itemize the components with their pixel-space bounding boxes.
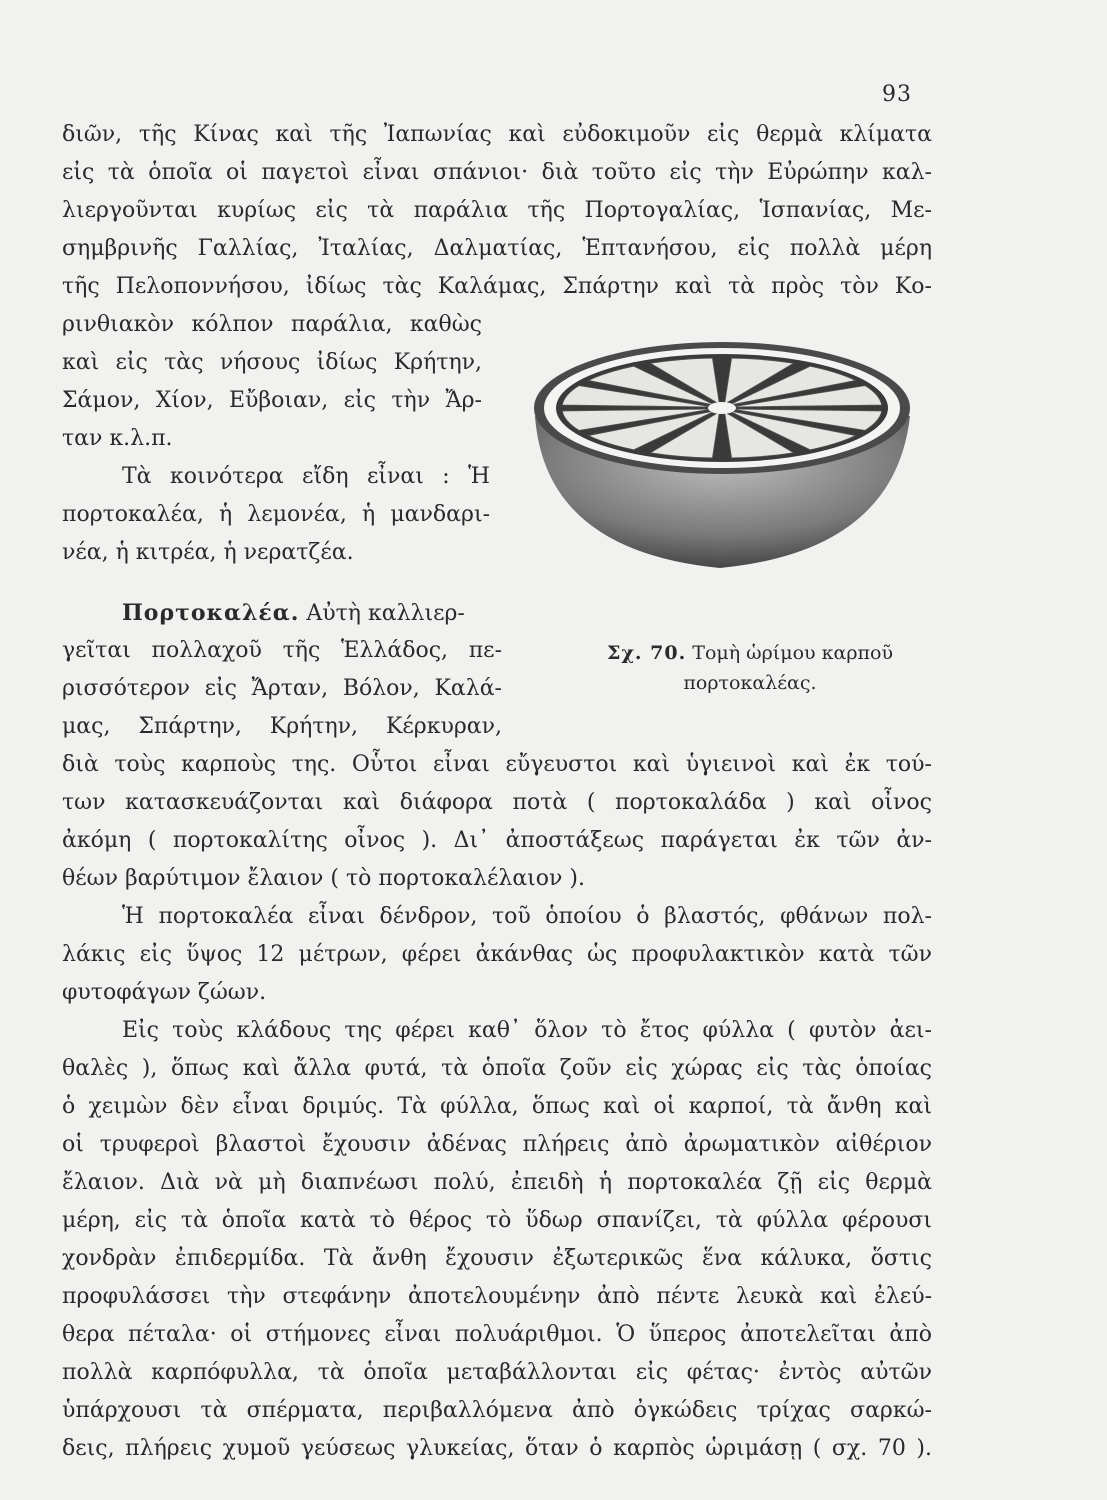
text-line: θέων βαρύτιμον ἔλαιον ( τὸ πορτοκαλέλαιον ). (62, 866, 585, 891)
text-line: Σάμον, Χίον, Εὔβοιαν, εἰς τὴν Ἄρ- (62, 388, 482, 413)
text-line: εἰς τὰ ὁποῖα οἱ παγετοὶ εἶναι σπάνιοι· διὰ τοῦτο εἰς τὴν Εὐρώπην καλ- (62, 160, 932, 185)
text-line: νέα, ἡ κιτρέα, ἡ νερατζέα. (62, 540, 354, 565)
text-line: καὶ εἰς τὰς νήσους ἰδίως Κρήτην, (62, 350, 482, 375)
figure-caption-line1 (540, 638, 960, 668)
text-line: χονδρὰν ἐπιδερμίδα. Τὰ ἄνθη ἔχουσιν ἐξωτερικῶς ἕνα κάλυκα, ὅστις (62, 1246, 932, 1271)
section-heading: Πορτοκαλέα. (122, 600, 300, 626)
text-line: πορτοκαλέα, ἡ λεμονέα, ἡ μανδαρι- (62, 502, 490, 527)
text-line: γεῖται πολλαχοῦ τῆς Ἑλλάδος, πε- (62, 638, 502, 663)
text-line: μας, Σπάρτην, Κρήτην, Κέρκυραν, (62, 714, 502, 739)
figure-caption-text: Τομὴ ὡρίμου καρποῦ (692, 642, 893, 664)
text-line: ἀκόμη ( πορτοκαλίτης οἶνος ). Δι᾿ ἀποστάξεως παράγεται ἐκ τῶν ἀν- (62, 828, 932, 853)
text-line: πολλὰ καρπόφυλλα, τὰ ὁποῖα μεταβάλλονται εἰς φέτας· ἐντὸς αὐτῶν (62, 1360, 932, 1385)
text-line: των κατασκευάζονται καὶ διάφορα ποτὰ ( πορτοκαλάδα ) καὶ οἶνος (62, 790, 932, 815)
section-heading-line (122, 598, 465, 629)
figure-label: Σχ. 70. (607, 642, 687, 664)
orange-core (708, 402, 736, 414)
text-line: θαλὲς ), ὅπως καὶ ἄλλα φυτά, τὰ ὁποῖα ζοῦν εἰς χώρας εἰς τὰς ὁποίας (62, 1056, 932, 1081)
page-number: 93 (882, 82, 912, 107)
text-line: θερα πέταλα· οἱ στήμονες εἶναι πολυάριθμοι. Ὁ ὕπερος ἀποτελεῖται ἀπὸ (62, 1322, 932, 1347)
text-line: προφυλάσσει τὴν στεφάνην ἀποτελουμένην ἀπὸ πέντε λευκὰ καὶ ἐλεύ- (62, 1284, 932, 1309)
orange-cross-section-illustration (515, 336, 935, 576)
text-line: Εἰς τοὺς κλάδους της φέρει καθ᾿ ὅλον τὸ ἔτος φύλλα ( φυτὸν ἀει- (122, 1018, 932, 1043)
text-line: λάκις εἰς ὕψος 12 μέτρων, φέρει ἀκάνθας ὡς προφυλακτικὸν κατὰ τῶν (62, 942, 932, 967)
text-line: διὰ τοὺς καρποὺς της. Οὗτοι εἶναι εὔγευστοι καὶ ὑγιεινοὶ καὶ ἐκ τού- (62, 752, 932, 777)
text-line: ἔλαιον. Διὰ νὰ μὴ διαπνέωσι πολύ, ἐπειδὴ ἡ πορτοκαλέα ζῇ εἰς θερμὰ (62, 1170, 932, 1195)
text-line: ταν κ.λ.π. (62, 426, 173, 451)
text-line: οἱ τρυφεροὶ βλαστοὶ ἔχουσιν ἀδένας πλήρεις ἀπὸ ἀρωματικὸν αἰθέριον (62, 1132, 932, 1157)
text-line: Ἡ πορτοκαλέα εἶναι δένδρον, τοῦ ὁποίου ὁ βλαστός, φθάνων πολ- (122, 904, 932, 929)
text-line: ὁ χειμὼν δὲν εἶναι δριμύς. Τὰ φύλλα, ὅπως καὶ οἱ καρποί, τὰ ἄνθη καὶ (62, 1094, 932, 1119)
section-heading-continuation: Αὐτὴ καλλιερ- (306, 601, 465, 626)
text-line: λιεργοῦνται κυρίως εἰς τὰ παράλια τῆς Πορτογαλίας, Ἱσπανίας, Με- (62, 198, 932, 223)
text-line: μέρη, εἰς τὰ ὁποῖα κατὰ τὸ θέρος τὸ ὕδωρ σπανίζει, τὰ φύλλα φέρουσι (62, 1208, 932, 1233)
text-line: σημβρινῆς Γαλλίας, Ἰταλίας, Δαλματίας, Ἑπτανήσου, εἰς πολλὰ μέρη (62, 236, 932, 261)
text-line: Τὰ κοινότερα εἴδη εἶναι : Ἡ (122, 464, 490, 489)
text-line: δεις, πλήρεις χυμοῦ γεύσεως γλυκείας, ὅταν ὁ καρπὸς ὡριμάσῃ ( σχ. 70 ). (62, 1436, 932, 1461)
figure-caption-line2: πορτοκαλέας. (683, 672, 817, 694)
figure-caption (540, 638, 960, 698)
text-line: διῶν, τῆς Κίνας καὶ τῆς Ἰαπωνίας καὶ εὐδοκιμοῦν εἰς θερμὰ κλίματα (62, 122, 932, 147)
text-line: ρινθιακὸν κόλπον παράλια, καθὼς (62, 312, 482, 337)
text-line: φυτοφάγων ζώων. (62, 980, 267, 1005)
text-line: τῆς Πελοποννήσου, ἰδίως τὰς Καλάμας, Σπάρτην καὶ τὰ πρὸς τὸν Κο- (62, 274, 932, 299)
text-line: ρισσότερον εἰς Ἄρταν, Βόλον, Καλά- (62, 676, 502, 701)
text-line: ὑπάρχουσι τὰ σπέρματα, περιβαλλόμενα ἀπὸ ὀγκώδεις τρίχας σαρκώ- (62, 1398, 932, 1423)
